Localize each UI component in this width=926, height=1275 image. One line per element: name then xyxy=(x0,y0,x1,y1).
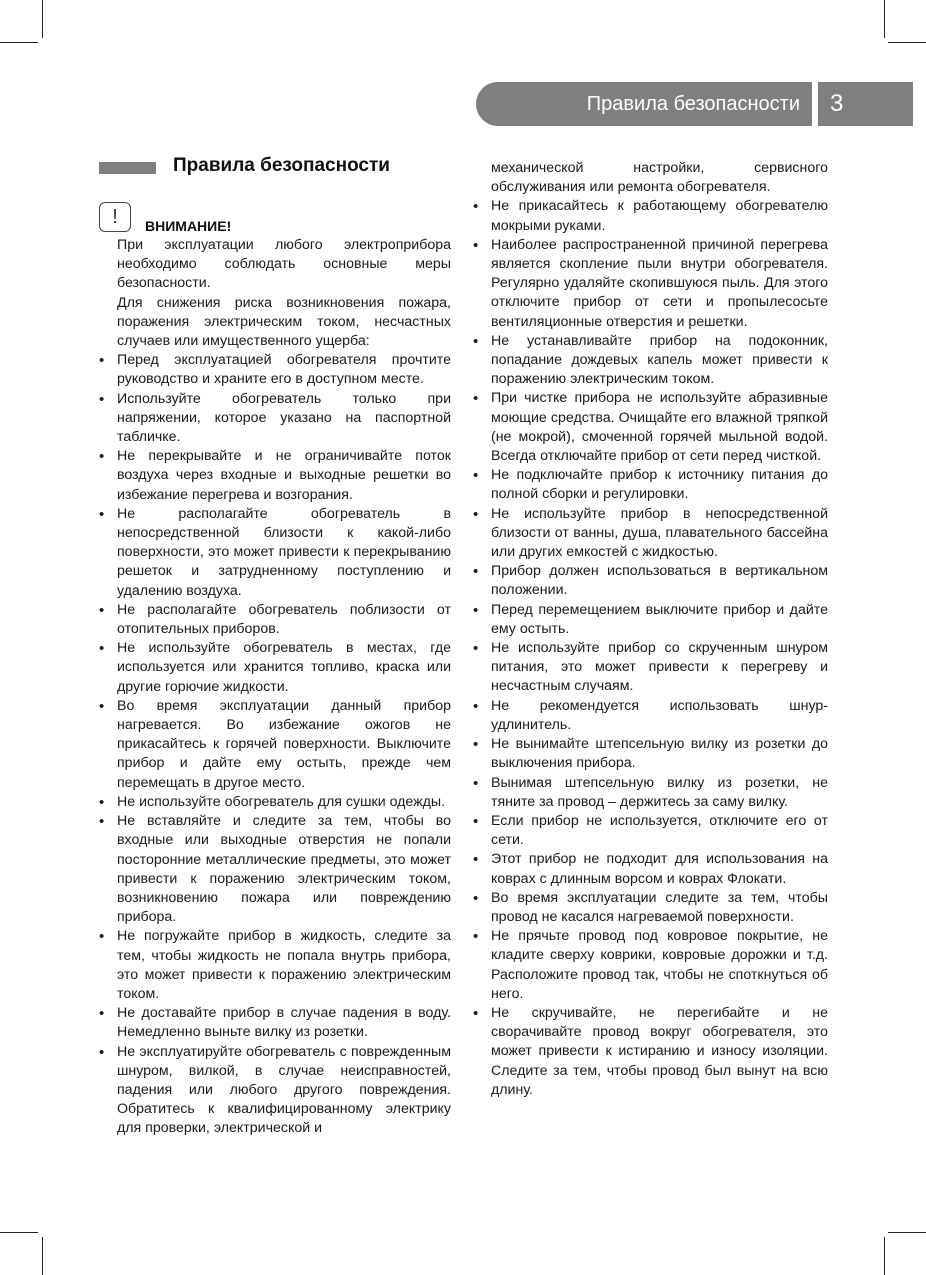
list-item: • Вынимая штепсельную вилку из розетки, не тяните за провод – держитесь за саму вилку. xyxy=(491,774,828,812)
crop-mark xyxy=(884,1237,885,1275)
list-item: • Не используйте обогреватель в местах, где используется или хранится топливо, краска или другие горючие жидкости. xyxy=(117,639,451,697)
list-item: • Перед эксплуатацией обогревателя прочтите руководство и храните его в доступном месте. xyxy=(117,351,451,389)
list-item: • Если прибор не используется, отключите его от сети. xyxy=(491,812,828,850)
continued-text: механической настройки, сервисного обслуживания или ремонта обогревателя. xyxy=(491,160,828,196)
list-item: • Прибор должен использоваться в вертикальном положении. xyxy=(491,562,828,600)
list-item: • Не используйте обогреватель для сушки одежды. xyxy=(117,793,451,812)
list-item: • Не подключайте прибор к источнику питания до полной сборки и регулировки. xyxy=(491,466,828,504)
list-item: • Не прикасайтесь к работающему обогревателю мокрыми руками. xyxy=(491,197,828,235)
crop-mark xyxy=(42,0,43,38)
list-item: • Не скручивайте, не перегибайте и не сворачивайте провод вокруг обогревателя, это может привести к истиранию и износу изоляции. Следите за тем, чтобы провод был вынут на всю длину. xyxy=(491,1004,828,1100)
page-header xyxy=(476,82,812,126)
safety-list-left xyxy=(117,351,451,1138)
warning-paragraph: Для снижения риска возникновения пожара, поражения электрическим током, несчастных случаев или имущественного ущерба: xyxy=(117,294,451,350)
list-item: • Не рекомендуется использовать шнур-удлинитель. xyxy=(491,697,828,735)
list-item: • Не доставайте прибор в случае падения в воду. Немедленно выньте вилку из розетки. xyxy=(117,1004,451,1042)
list-item: • Перед перемещением выключите прибор и дайте ему остыть. xyxy=(491,601,828,639)
crop-mark xyxy=(42,1237,43,1275)
list-item: • Не используйте прибор в непосредственной близости от ванны, душа, плавательного бассейна или других емкостей с жидкостью. xyxy=(491,505,828,563)
left-column xyxy=(117,236,451,1139)
list-item: • Не вставляйте и следите за тем, чтобы во входные или выходные отверстия не попали посторонние металлические предметы, это может привести к поражению электрическим током, возникновению пожара или повреждению прибора. xyxy=(117,812,451,927)
list-item: • Используйте обогреватель только при напряжении, которое указано на паспортной табличке. xyxy=(117,390,451,448)
page-number: 3 xyxy=(818,82,913,126)
crop-mark xyxy=(0,1232,38,1233)
section-title: Правила безопасности xyxy=(173,155,390,176)
crop-mark xyxy=(884,0,885,38)
list-item: • Во время эксплуатации данный прибор нагревается. Во избежание ожогов не прикасайтесь к горячей поверхности. Выключите прибор и дайте ему остыть, прежде чем перемещать в другое место. xyxy=(117,697,451,793)
header-title: Правила безопасности xyxy=(586,92,800,115)
warning-label: ВНИМАНИЕ! xyxy=(145,218,232,234)
right-column xyxy=(491,159,828,1100)
exclamation-icon: ! xyxy=(99,202,131,232)
list-item: • Не эксплуатируйте обогреватель с поврежденным шнуром, вилкой, в случае неисправностей, падения или любого другого повреждения. Обратитесь к квалифицированному электрику для проверки, электрической и xyxy=(117,1043,451,1139)
list-item: • Не перекрывайте и не ограничивайте поток воздуха через входные и выходные решетки во избежание перегрева и возгорания. xyxy=(117,447,451,505)
list-item: • Этот прибор не подходит для использования на коврах с длинным ворсом и коврах Флокати. xyxy=(491,850,828,888)
warning-paragraph: При эксплуатации любого электроприбора необходимо соблюдать основные меры безопасности. xyxy=(117,237,451,292)
list-item: • Не располагайте обогреватель в непосредственной близости к какой-либо поверхности, это может привести к перекрыванию решеток и затрудненному поступлению и удалению воздуха. xyxy=(117,505,451,601)
list-item: • Не располагайте обогреватель поблизости от отопительных приборов. xyxy=(117,601,451,639)
list-item: • Не устанавливайте прибор на подоконник, попадание дождевых капель может привести к поражению электрическим током. xyxy=(491,332,828,390)
list-item: • Не прячьте провод под ковровое покрытие, не кладите сверху коврики, ковровые дорожки и т.д. Расположите провод так, чтобы не споткнуться об него. xyxy=(491,927,828,1004)
list-item: • Не вынимайте штепсельную вилку из розетки до выключения прибора. xyxy=(491,735,828,773)
safety-list-right xyxy=(491,197,828,1100)
list-item: • Во время эксплуатации следите за тем, чтобы провод не касался нагреваемой поверхности. xyxy=(491,889,828,927)
crop-mark xyxy=(888,42,926,43)
list-item: • Наиболее распространенной причиной перегрева является скопление пыли внутри обогревателя. Регулярно удаляйте скопившуюся пыль. Для этого отключите прибор от сети и пропылесосьте вентиляционные отверстия и решетки. xyxy=(491,236,828,332)
crop-mark xyxy=(888,1232,926,1233)
list-item: • Не используйте прибор со скрученным шнуром питания, это может привести к перегреву и несчастным случаям. xyxy=(491,639,828,697)
section-title-bar xyxy=(99,162,156,174)
crop-mark xyxy=(0,42,38,43)
list-item: • Не погружайте прибор в жидкость, следите за тем, чтобы жидкость не попала внутрь прибора, это может привести к поражению электрическим током. xyxy=(117,927,451,1004)
list-item: • При чистке прибора не используйте абразивные моющие средства. Очищайте его влажной тряпкой (не мокрой), смоченной горячей мыльной водой. Всегда отключайте прибор от сети перед чисткой. xyxy=(491,389,828,466)
